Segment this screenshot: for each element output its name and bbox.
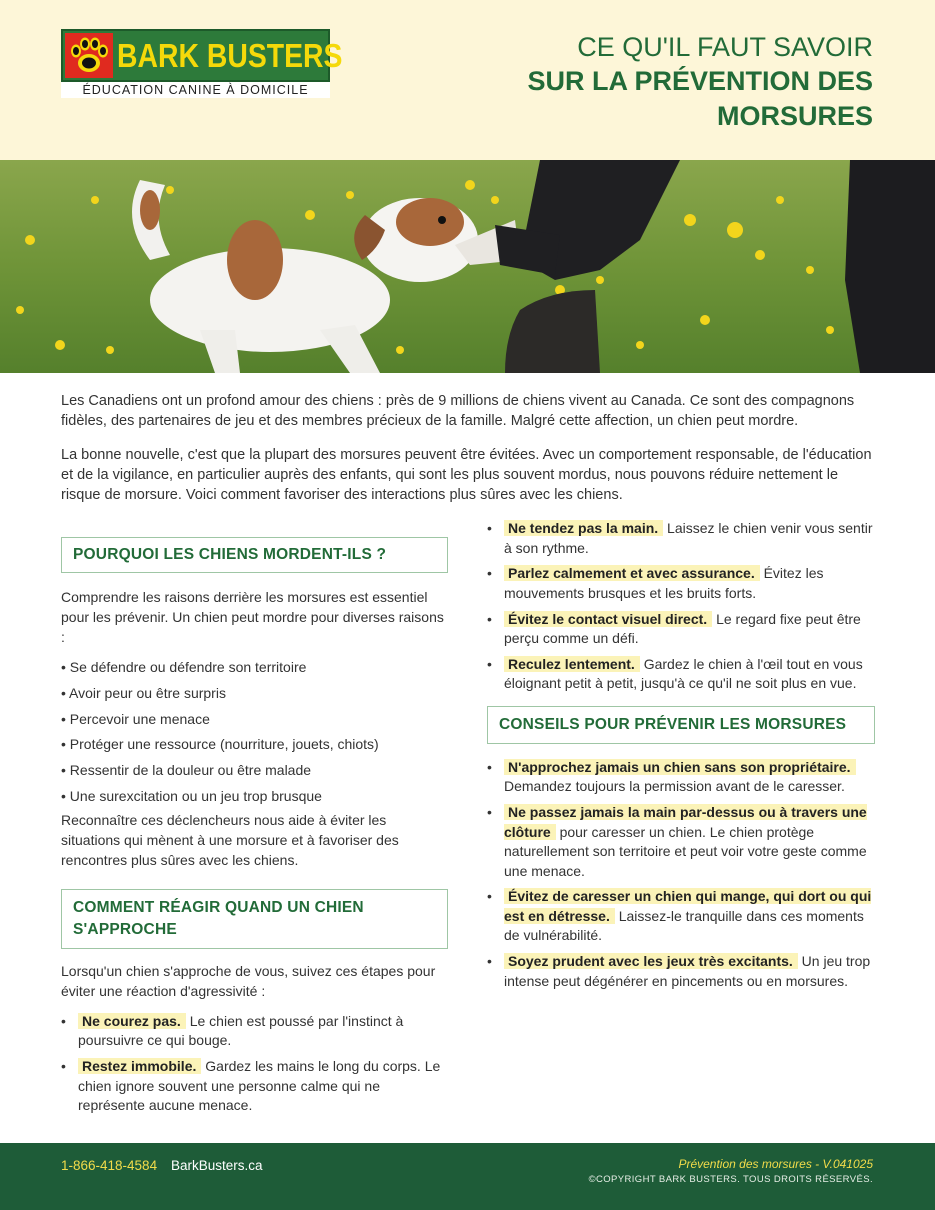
document-version: Prévention des morsures - V.041025: [678, 1157, 873, 1171]
paw-icon: [65, 33, 113, 78]
bullet: •: [487, 610, 492, 627]
item-text: Le regard fixe peut être perçu comme un défi.: [504, 610, 861, 647]
title-line-1: CE QU'IL FAUT SAVOIR: [577, 32, 873, 62]
list-item: • Percevoir une menace: [61, 710, 210, 727]
hero-photo-dog-biting-pant-leg: [0, 160, 935, 373]
tips-heading: CONSEILS POUR PRÉVENIR LES MORSURES: [487, 706, 875, 744]
bark-busters-logo: [61, 29, 343, 98]
header: [0, 0, 935, 160]
item-text: Évitez les mouvements brusques et les bruits forts.: [504, 565, 824, 601]
left-column: [61, 537, 448, 1122]
highlight-text: Parlez calmement et avec assurance.: [504, 565, 760, 581]
item-text: pour caresser un chien. Le chien protège naturellement son territoire et peut voir votre geste comme une menace.: [504, 823, 867, 879]
intro-paragraph-2: La bonne nouvelle, c'est que la plupart des morsures peuvent être évitées. Avec un comportement responsable, de l'éducation et de la vigilance, en particulier auprès des enfants, qui sont les plus souvent mordus, nous pouvons réduire nettement le risque de morsure. Voici comment favoriser des interactions plus sûres avec les chiens.: [61, 447, 872, 503]
react-intro: Lorsqu'un chien s'approche de vous, suivez ces étapes pour éviter une réaction d'agressivité :: [61, 962, 436, 999]
why-outro: Reconnaître ces déclencheurs nous aide à éviter les situations qui mènent à une morsure et à favoriser des rencontres plus sûres avec les chiens.: [61, 811, 399, 868]
highlight-text: N'approchez jamais un chien sans son propriétaire.: [504, 759, 856, 775]
highlight-text: Restez immobile.: [78, 1058, 201, 1074]
list-item: [487, 564, 875, 603]
list-item: [487, 952, 875, 991]
bullet: •: [487, 804, 492, 821]
item-text: Laissez le chien venir vous sentir à son rythme.: [504, 520, 873, 556]
bullet: •: [487, 953, 492, 970]
bullet: •: [61, 1012, 66, 1029]
logo-name: BARK BUSTERS: [117, 37, 343, 74]
intro-paragraph-1: Les Canadiens ont un profond amour des chiens : près de 9 millions de chiens vivent au Canada. Ce sont des compagnons fidèles, des partenaires de jeu et des membres précieux de la famille. Malgré cette affection, un chien peut mordre.: [61, 393, 855, 429]
footer: [0, 1143, 935, 1210]
copyright-notice: ©COPYRIGHT BARK BUSTERS. TOUS DROITS RÉSERVÉS.: [588, 1174, 873, 1185]
list-item: • Une surexcitation ou un jeu trop brusque: [61, 787, 322, 804]
react-list-part-2: [487, 519, 875, 694]
react-heading: COMMENT RÉAGIR QUAND UN CHIEN S'APPROCHE: [61, 889, 448, 949]
highlight-text: Ne courez pas.: [78, 1013, 186, 1029]
highlight-text: Ne passez jamais la main par-dessus ou à travers une clôture: [504, 804, 867, 840]
tips-list: [487, 758, 875, 991]
bullet: •: [487, 520, 492, 536]
list-item: [61, 1012, 448, 1051]
item-text: Gardez les mains le long du corps. Le chien ignore souvent une personne calme qui ne représente aucune menace.: [78, 1058, 441, 1114]
list-item: [487, 610, 875, 649]
list-item: • Protéger une ressource (nourriture, jouets, chiots): [61, 736, 379, 753]
list-item: • Se défendre ou défendre son territoire: [61, 659, 307, 675]
website-link[interactable]: BarkBusters.ca: [171, 1158, 263, 1173]
react-list-part-1: [61, 1012, 448, 1116]
highlight-text: Ne tendez pas la main.: [504, 520, 663, 536]
bullet: •: [487, 565, 492, 582]
highlight-text: Évitez le contact visuel direct.: [504, 611, 712, 627]
bullet: •: [487, 888, 492, 905]
list-item: • Ressentir de la douleur ou être malade: [61, 762, 312, 779]
title-line-3: MORSURES: [716, 101, 873, 131]
list-item: [487, 887, 875, 946]
item-text: Un jeu trop intense peut dégénérer en pincements ou en morsures.: [504, 953, 871, 989]
item-text: Laissez-le tranquille dans ces moments de vulnérabilité.: [504, 907, 864, 944]
item-text: Le chien est poussé par l'instinct à poursuivre ce qui bouge.: [78, 1012, 404, 1049]
bullet: •: [487, 655, 492, 672]
page-title: [527, 30, 873, 134]
bullet: •: [61, 1058, 66, 1075]
highlight-text: Soyez prudent avec les jeux très excitants.: [504, 953, 798, 969]
item-text: Gardez le chien à l'œil tout en vous éloignant petit à petit, jusqu'à ce qu'il ne soit plus en vue.: [504, 655, 863, 692]
bullet: •: [487, 758, 492, 775]
list-item: [487, 758, 875, 797]
highlight-text: Évitez de caresser un chien qui mange, qui dort ou qui est en détresse.: [504, 888, 872, 924]
why-heading: POURQUOI LES CHIENS MORDENT-ILS ?: [61, 537, 448, 573]
list-item: • Avoir peur ou être surpris: [61, 684, 226, 701]
list-item: [61, 1057, 448, 1116]
right-column: [487, 519, 875, 998]
phone-number[interactable]: 1-866-418-4584: [61, 1158, 158, 1173]
list-item: [487, 655, 875, 694]
logo-banner: [61, 29, 343, 82]
logo-tagline: ÉDUCATION CANINE À DOMICILE: [61, 82, 330, 98]
list-item: [487, 803, 875, 881]
why-intro: Comprendre les raisons derrière les morsures est essentiel pour les prévenir. Un chien peut mordre pour diverses raisons :: [61, 589, 444, 645]
list-item: [487, 519, 875, 558]
item-text: Demandez toujours la permission avant de le caresser.: [504, 778, 845, 795]
why-list: [61, 657, 448, 806]
highlight-text: Reculez lentement.: [504, 656, 640, 672]
title-line-2: SUR LA PRÉVENTION DES: [527, 66, 873, 96]
